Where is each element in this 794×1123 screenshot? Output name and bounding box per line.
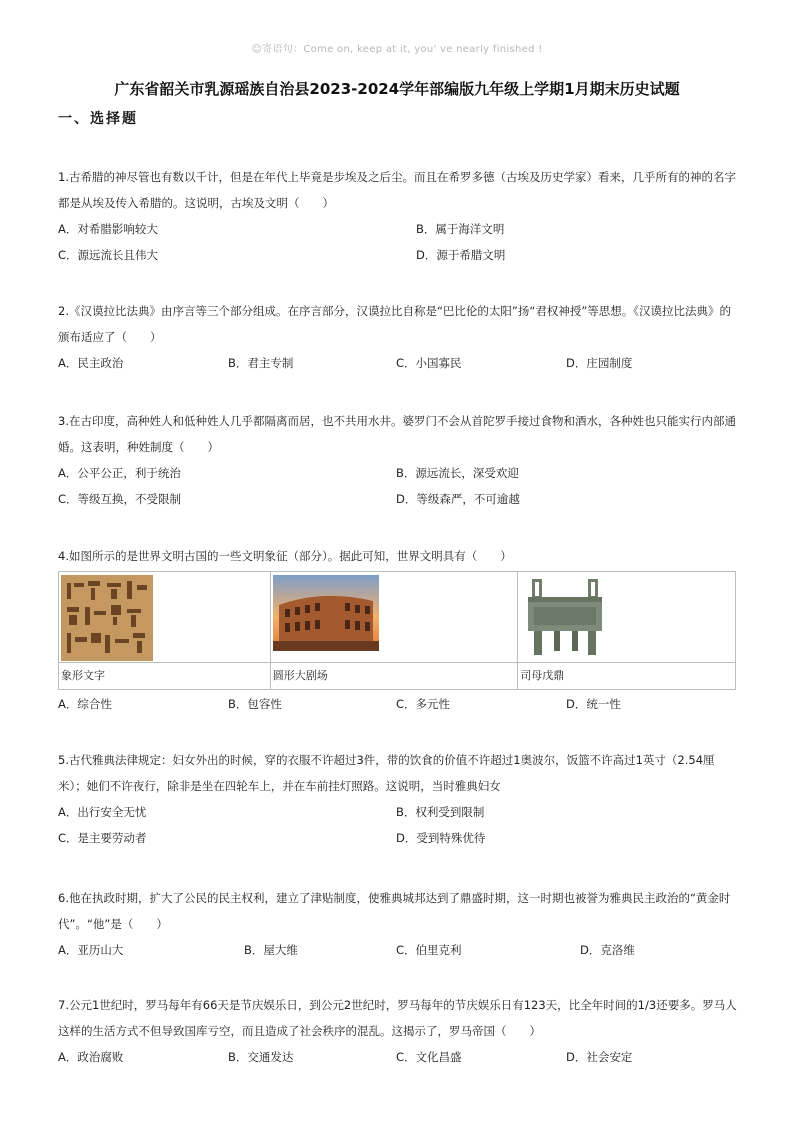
- options-row: [58, 799, 738, 825]
- option-a[interactable]: A．亚历山大: [58, 943, 124, 957]
- option-b[interactable]: B．属于海洋文明: [416, 222, 505, 236]
- option-a[interactable]: A．民主政治: [58, 356, 124, 370]
- question-2: [58, 298, 738, 376]
- question-stem: 2.《汉谟拉比法典》由序言等三个部分组成。在序言部分，汉谟拉比自称是“巴比伦的太阳”扬“君权神授”等思想。《汉谟拉比法典》的颁布适应了（ ）: [58, 304, 732, 344]
- image-caption: 象形文字: [59, 663, 271, 690]
- page-title: 广东省韶关市乳源瑶族自治县2023-2024学年部编版九年级上学期1月期末历史试题: [114, 80, 680, 98]
- option-c[interactable]: C．文化昌盛: [396, 1050, 462, 1064]
- option-a[interactable]: A．出行安全无忧: [58, 805, 147, 819]
- image-cell: [59, 572, 271, 663]
- options-row: [58, 486, 738, 512]
- options-row: [58, 937, 738, 963]
- option-a[interactable]: A．公平公正，利于统治: [58, 466, 181, 480]
- question-stem: 4.如图所示的是世界文明古国的一些文明象征（部分）。据此可知，世界文明具有（ ）: [58, 549, 512, 563]
- question-stem: 5.古代雅典法律规定：妇女外出的时候，穿的衣服不许超过3件，带的饮食的价值不许超过1奥波尔，饭篮不许高过1英寸（2.54厘米）；她们不许夜行，除非是坐在四轮车上，并在车前挂灯照路。这说明，当时雅典妇女: [58, 753, 715, 793]
- option-b[interactable]: B．权利受到限制: [396, 805, 485, 819]
- option-a[interactable]: A．综合性: [58, 697, 112, 711]
- question-5: [58, 747, 738, 851]
- image-caption: 圆形大剧场: [270, 663, 518, 690]
- question-stem: 7.公元1世纪时，罗马每年有66天是节庆娱乐日，到公元2世纪时，罗马每年的节庆娱乐日有123天，比全年时间的1/3还要多。罗马人这样的生活方式不但导致国库亏空，而且造成了社会秩序的混乱。这揭示了，罗马帝国（ ）: [58, 998, 737, 1038]
- options-row: [58, 691, 738, 717]
- question-stem: 3.在古印度，高种姓人和低种姓人几乎都隔离而居，也不共用水井。婆罗门不会从首陀罗手接过食物和酒水，各种姓也只能实行内部通婚。这表明，种姓制度（ ）: [58, 414, 736, 454]
- option-d[interactable]: D．克洛维: [580, 943, 635, 957]
- colosseum-image: [273, 575, 379, 651]
- question-1: [58, 164, 738, 268]
- options-row: [58, 460, 738, 486]
- option-c[interactable]: C．小国寡民: [396, 356, 462, 370]
- option-d[interactable]: D．等级森严，不可逾越: [396, 492, 520, 506]
- options-row: [58, 216, 738, 242]
- question-stem: 6.他在执政时期，扩大了公民的民主权利，建立了津贴制度，使雅典城邦达到了鼎盛时期，这一时期也被誉为雅典民主政治的“黄金时代”。“他”是（ ）: [58, 891, 731, 931]
- image-caption: 司母戊鼎: [518, 663, 736, 690]
- option-d[interactable]: D．统一性: [566, 697, 621, 711]
- option-a[interactable]: A．对希腊影响较大: [58, 222, 158, 236]
- question-7: [58, 992, 738, 1070]
- option-d[interactable]: D．社会安定: [566, 1050, 633, 1064]
- bronze-ding-image: [520, 575, 610, 659]
- option-b[interactable]: B．君主专制: [228, 356, 294, 370]
- option-b[interactable]: B．屋大维: [244, 943, 298, 957]
- option-d[interactable]: D．庄园制度: [566, 356, 633, 370]
- option-c[interactable]: C．等级互换，不受限制: [58, 492, 182, 506]
- options-row: [58, 242, 738, 268]
- motivational-slogan: ☺寄语句：Come on, keep at it, you' ve nearly finished !: [251, 44, 543, 55]
- option-c[interactable]: C．多元性: [396, 697, 451, 711]
- option-d[interactable]: D．源于希腊文明: [416, 248, 506, 262]
- question-3: [58, 408, 738, 512]
- question-4: [58, 543, 738, 717]
- hieroglyph-image: [61, 575, 153, 661]
- options-row: [58, 1044, 738, 1070]
- image-table: [58, 571, 736, 690]
- option-d[interactable]: D．受到特殊优待: [396, 831, 486, 845]
- image-cell: [518, 572, 736, 663]
- option-c[interactable]: C．是主要劳动者: [58, 831, 147, 845]
- option-b[interactable]: B．交通发达: [228, 1050, 294, 1064]
- options-row: [58, 825, 738, 851]
- option-b[interactable]: B．包容性: [228, 697, 282, 711]
- option-b[interactable]: B．源远流长，深受欢迎: [396, 466, 519, 480]
- option-a[interactable]: A．政治腐败: [58, 1050, 124, 1064]
- section-heading: 一、选择题: [58, 111, 138, 127]
- option-c[interactable]: C．伯里克利: [396, 943, 462, 957]
- option-c[interactable]: C．源远流长且伟大: [58, 248, 159, 262]
- options-row: [58, 350, 738, 376]
- image-cell: [270, 572, 518, 663]
- question-6: [58, 885, 738, 963]
- question-stem: 1.古希腊的神尽管也有数以千计，但是在年代上毕竟是步埃及之后尘。而且在希罗多德（古埃及历史学家）看来，几乎所有的神的名字都是从埃及传入希腊的。这说明，古埃及文明（ ）: [58, 170, 736, 210]
